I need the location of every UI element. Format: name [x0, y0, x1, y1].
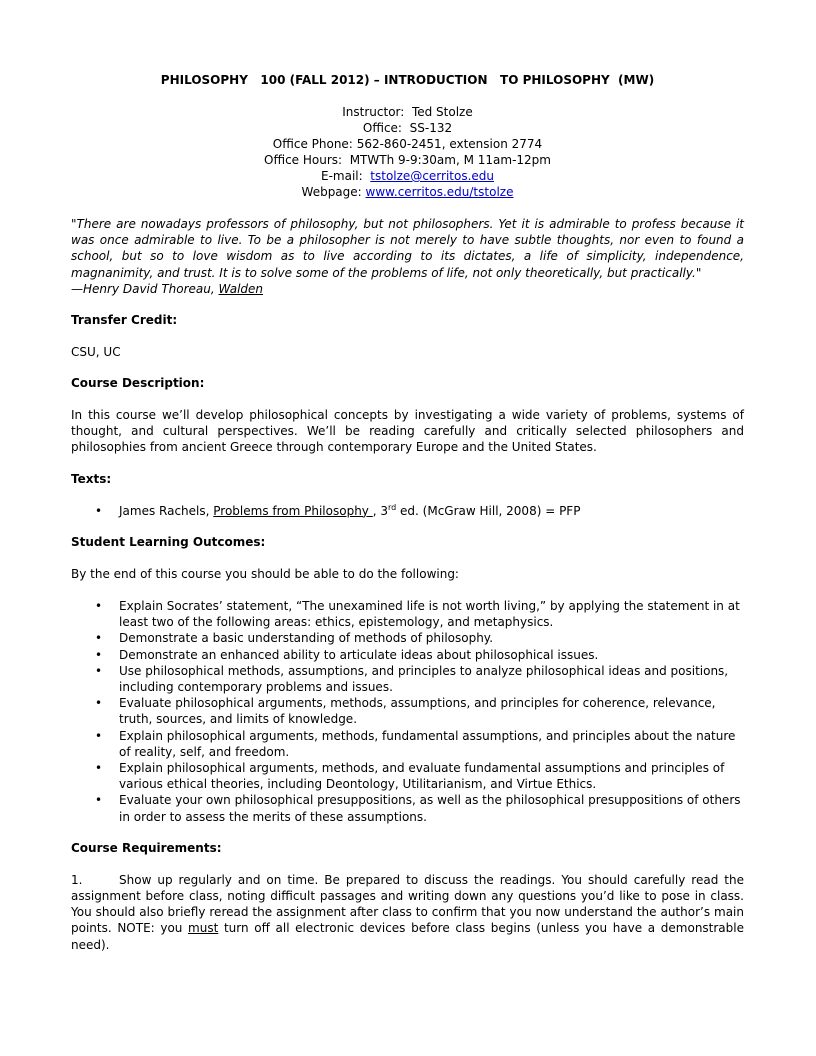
outcome-item: [71, 630, 744, 646]
outcomes-heading: Student Learning Outcomes:: [71, 534, 266, 549]
bullet-icon: •: [95, 647, 103, 662]
description-heading: Course Description:: [71, 376, 205, 391]
instructor-label: Instructor:: [342, 105, 405, 119]
hours-value: MTWTh 9-9:30am, M 11am-12pm: [349, 153, 551, 167]
outcome-text: Explain Socrates’ statement, “The unexamined life is not worth living,” by applying the statement in at least two of the following areas: ethics, epistemology, and metaphysics.: [119, 599, 740, 630]
course-title: PHILOSOPHY 100 (FALL 2012) – INTRODUCTION TO PHILOSOPHY (MW): [160, 73, 655, 87]
text-edition-post: ed. (McGraw Hill, 2008) = PFP: [396, 503, 581, 518]
outcome-text: Evaluate philosophical arguments, methods, assumptions, and principles for coherence, relevance, truth, sources, and limits of knowledge.: [119, 696, 716, 727]
bullet-icon: •: [95, 761, 103, 776]
webpage-link[interactable]: www.cerritos.edu/tstolze: [365, 185, 514, 199]
office-line: [71, 120, 744, 136]
outcome-item: [71, 728, 744, 760]
bullet-icon: •: [95, 728, 103, 743]
office-label: Office:: [362, 121, 402, 135]
email-label: E-mail:: [320, 169, 363, 183]
contact-block: [71, 104, 744, 200]
outcomes-intro: By the end of this course you should be able to do the following:: [71, 566, 459, 581]
phone-label: Office Phone:: [272, 137, 353, 151]
requirement-number: 1.: [71, 872, 83, 887]
outcome-item: [71, 647, 744, 663]
bullet-icon: •: [95, 631, 103, 646]
outcome-item: [71, 663, 744, 695]
outcome-text: Demonstrate a basic understanding of methods of philosophy.: [119, 631, 494, 646]
thoreau-quote: "There are nowadays professors of philosophy, but not philosophers. Yet it is admirable to profess because it was once admirable to live. To be a philosopher is not merely to have subtle thoughts, nor even to found a school, but so to love wisdom as to live according to its dictates, a life of simplicity, independence, magnanimity, and trust. It is to solve some of the problems of life, not only theoretically, but practically.": [71, 217, 744, 280]
outcome-item: [71, 598, 744, 630]
instructor-name: Ted Stolze: [411, 105, 473, 119]
text-book-title: Problems from Philosophy: [213, 503, 373, 518]
phone-line: [71, 136, 744, 152]
requirements-heading: Course Requirements:: [71, 840, 222, 855]
quote-author: —Henry David Thoreau,: [71, 281, 219, 296]
webpage-line: [71, 184, 744, 200]
outcome-text: Explain philosophical arguments, methods, fundamental assumptions, and principles about the nature of reality, self, and freedom.: [119, 728, 736, 759]
hours-label: Office Hours:: [264, 153, 343, 167]
outcome-item: [71, 792, 744, 824]
outcome-text: Explain philosophical arguments, methods, and evaluate fundamental assumptions and principles of various ethical theories, including Deontology, Utilitarianism, and Virtue Ethics.: [119, 761, 725, 792]
bullet-icon: •: [95, 503, 103, 518]
outcome-item: [71, 760, 744, 792]
outcome-item: [71, 695, 744, 727]
hours-line: [71, 152, 744, 168]
bullet-icon: •: [95, 663, 103, 678]
phone-value: 562-860-2451, extension 2774: [356, 137, 543, 151]
syllabus-page: [71, 72, 744, 953]
description-text: In this course we’ll develop philosophical concepts by investigating a wide variety of problems, systems of thought, and cultural perspectives. We’ll be reading carefully and critically selected philosophers and philosophies from ancient Greece through contemporary Europe and the United States.: [71, 408, 744, 455]
webpage-label: Webpage:: [301, 185, 362, 199]
text-item: [71, 503, 744, 519]
texts-heading: Texts:: [71, 471, 112, 486]
text-edition-sup: rd: [387, 502, 397, 512]
quote-work-title: Walden: [218, 281, 264, 296]
bullet-icon: •: [95, 599, 103, 614]
outcome-text: Use philosophical methods, assumptions, and principles to analyze philosophical ideas and positions, including contemporary problems and issues.: [119, 663, 729, 695]
transfer-heading: Transfer Credit:: [71, 312, 178, 327]
instructor-line: [71, 104, 744, 120]
text-author: James Rachels,: [119, 503, 214, 518]
requirement-item: [71, 872, 744, 953]
transfer-text: CSU, UC: [71, 344, 121, 359]
office-value: SS-132: [409, 121, 453, 135]
email-line: [71, 168, 744, 184]
outcome-text: Evaluate your own philosophical presuppositions, as well as the philosophical presuppositions of others in order to assess the merits of these assumptions.: [119, 793, 741, 824]
requirement-text: Show up regularly and on time. Be prepared to discuss the readings. You should carefully read the assignment before class, noting difficult passages and writing down any questions you’d like to pose in class. You should also briefly reread the assignment after class to confirm that you now understand the author’s main points. NOTE: you: [71, 872, 744, 936]
outcomes-list: [71, 598, 744, 825]
requirement-emphasis: must: [188, 921, 219, 936]
texts-list: [71, 503, 744, 519]
email-link[interactable]: tstolze@cerritos.edu: [370, 169, 495, 183]
bullet-icon: •: [95, 696, 103, 711]
quote-attribution: [71, 281, 744, 297]
requirement-text-end: turn off all electronic devices before class begins (unless you have a demonstrable need).: [71, 921, 744, 952]
bullet-icon: •: [95, 793, 103, 808]
text-edition-pre: , 3: [372, 503, 388, 518]
outcome-text: Demonstrate an enhanced ability to articulate ideas about philosophical issues.: [119, 647, 599, 662]
